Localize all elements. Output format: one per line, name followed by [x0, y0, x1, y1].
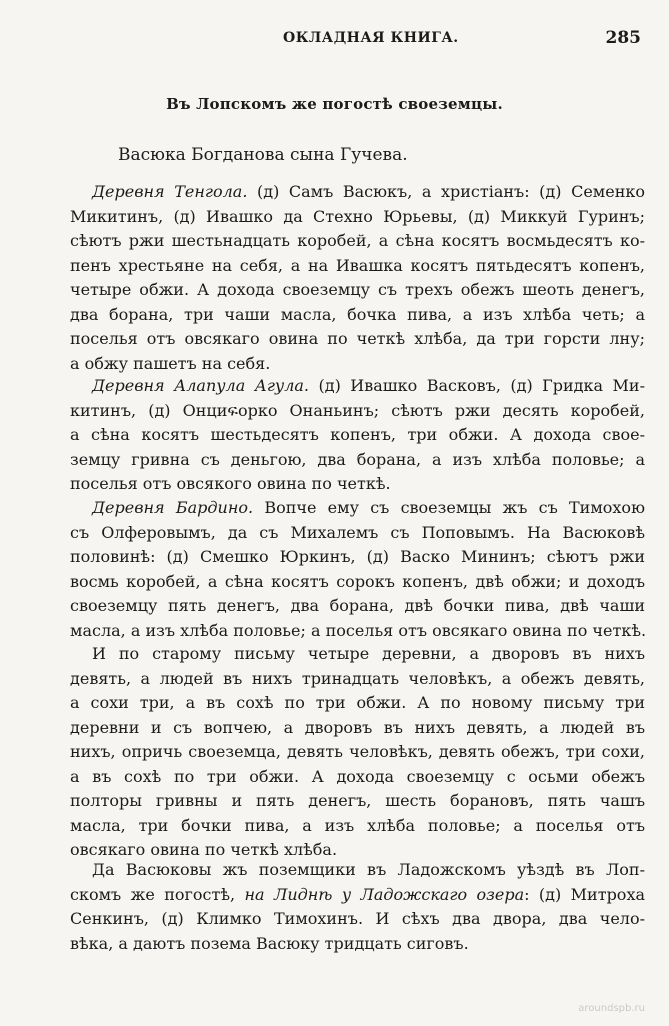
text-line: сѣютъ ржи шестьнадцать коробей, а сѣна косятъ восмьдесятъ ко-	[70, 231, 645, 250]
text-line: И по старому письму четыре деревни, а дворовъ въ нихъ	[92, 644, 645, 663]
paragraph-summary	[70, 642, 645, 863]
text-line: Деревня Бардино. Вопче ему съ своеземцы жъ съ Тимохою	[92, 498, 645, 517]
text-line: пенъ хрестьяне на себя, а на Ивашка косятъ пятьдесятъ копенъ,	[70, 255, 645, 275]
text-line: своеземцу пять денегъ, два борана, двѣ бочки пива, двѣ чаши	[70, 596, 645, 615]
text-line: вѣка, а даютъ позема Васюку тридцать сиговъ.	[70, 933, 469, 953]
text-line: а сохи три, а въ сохѣ по три обжи. А по новому письму три	[70, 693, 645, 712]
text-line: четыре обжи. А дохода своеземцу съ трехъ обежъ шеоть денегъ,	[70, 280, 645, 299]
text-line: половинѣ: (д) Смешко Юркинъ, (д) Васко Мининъ; сѣютъ ржи	[70, 547, 645, 566]
paragraph-alapula	[70, 374, 645, 497]
paragraph-poземщики	[70, 858, 645, 956]
paragraph-bardino	[70, 496, 645, 643]
section-heading: Въ Лопскомъ же погостѣ своеземцы.	[166, 95, 503, 113]
watermark: aroundspb.ru	[578, 1003, 645, 1014]
text-line	[70, 883, 645, 908]
text-line: а сѣна косятъ шестьдесятъ копенъ, три обжи. А дохода свое-	[70, 425, 645, 444]
text-line: масла, а изъ хлѣба половье; а поселья отъ овсякаго овина по четкѣ.	[70, 620, 647, 640]
page-number: 285	[605, 28, 641, 48]
text-line: Сенкинъ, (д) Климко Тимохинъ. И сѣхъ два двора, два чело-	[70, 909, 645, 928]
text-line: два борана, три чаши масла, бочка пива, а изъ хлѣба четь; а	[70, 304, 645, 324]
text-line: масла, три бочки пива, а изъ хлѣба половье; а поселья отъ	[70, 815, 645, 835]
village-name: Деревня Тенгола.	[92, 182, 248, 201]
text-line: земцу гривна съ деньгою, два борана, а изъ хлѣба половье; а	[70, 449, 645, 469]
village-name: Деревня Алапула Агула.	[92, 376, 310, 395]
text-line: китинъ, (д) Онциፍорко Онаньинъ; сѣютъ ржи десять коробей,	[70, 400, 645, 420]
text-line: а въ сохѣ по три обжи. А дохода своеземцу с осьми обежъ	[70, 766, 645, 786]
text-line: девять, а людей въ нихъ тринадцать человѣкъ, а обежъ девять,	[70, 668, 645, 688]
text-line: поселья отъ овсякаго овина по четкѣ хлѣба, да три горсти лну;	[70, 329, 645, 348]
running-head	[0, 30, 669, 54]
text-line: съ Олферовымъ, да съ Михалемъ съ Поповымъ. На Васюковѣ	[70, 522, 645, 542]
text-line: деревни и съ вопчею, а дворовъ въ нихъ девять, а людей въ	[70, 717, 645, 737]
owner-title: Васюка Богданова сына Гучева.	[118, 145, 408, 165]
text-line: овсякаго овина по четкѣ хлѣба.	[70, 840, 338, 859]
text-line: Деревня Тенгола. (д) Самъ Васюкъ, а христіанъ: (д) Семенко	[92, 182, 645, 201]
paragraph-tengola	[70, 180, 645, 376]
line-segment: : (д) Митроха	[524, 884, 646, 904]
text-line: Микитинъ, (д) Ивашко да Стехно Юрьевы, (д) Миккуй Гуринъ;	[70, 206, 645, 226]
village-name: Деревня Бардино.	[92, 498, 254, 517]
text-line: полторы гривны и пять денегъ, шесть борановъ, пять чашъ	[70, 791, 645, 810]
line-segment: скомъ же погостѣ,	[70, 884, 245, 904]
text-line: восмь коробей, а сѣна косятъ сорокъ копенъ, двѣ обжи; и доходъ	[70, 571, 645, 591]
text-line: а обжу пашетъ на себя.	[70, 353, 271, 373]
place-name: на Лиднѣ у Ладожскаго озера	[244, 884, 525, 904]
text-line: Да Васюковы жъ поземщики въ Ладожскомъ уѣздѣ въ Лоп-	[92, 860, 645, 879]
running-title: ОКЛАДНАЯ КНИГА.	[283, 30, 459, 46]
text-line: нихъ, опричь своеземца, девять человѣкъ, девять обежъ, три сохи,	[70, 742, 645, 761]
text-line: поселья отъ овсякого овина по четкѣ.	[70, 474, 391, 493]
text-line: Деревня Алапула Агула. (д) Ивашко Васковъ, (д) Гридка Ми-	[92, 376, 645, 395]
